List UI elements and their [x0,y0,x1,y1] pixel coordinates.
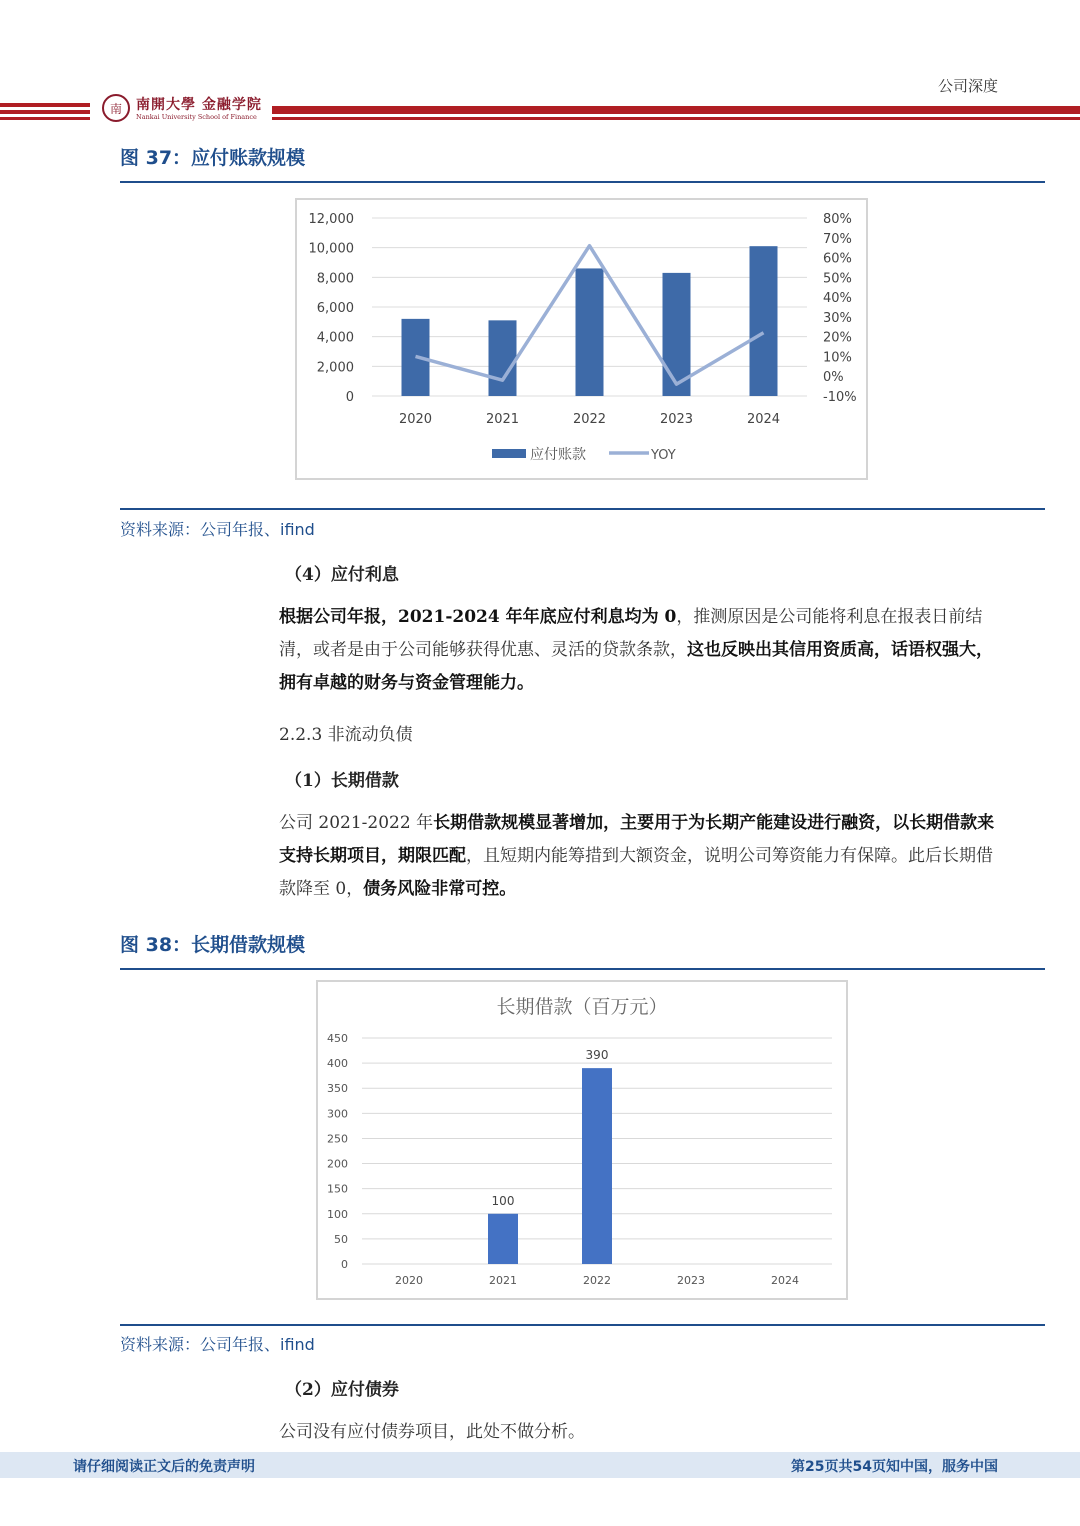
y2-tick-label: 80% [823,212,852,227]
page-footer [0,1452,1080,1478]
y-tick-label: 200 [327,1157,348,1171]
section-interest-paragraph [279,601,999,700]
legend-label-accounts-payable: 应付账款 [530,447,586,463]
x-tick-label: 2024 [746,412,781,427]
figure-38-title: 图 38：长期借款规模 [120,934,306,956]
x-tick-label: 2021 [485,412,520,427]
bar-long-term-loan [582,1068,612,1264]
section-interest-heading: （4）应付利息 [285,565,399,585]
section-noncurrent-heading: 2.2.3 非流动负债 [279,725,413,745]
x-tick-label: 2022 [583,1274,611,1287]
x-tick-label: 2021 [489,1274,517,1287]
y-tick-label: 0 [341,1258,348,1271]
x-tick-label: 2020 [395,1274,423,1287]
y-tick-label: 6,000 [316,301,354,316]
y2-tick-label: 10% [823,350,852,366]
chart-accounts-payable-svg [297,200,866,478]
paragraph-run: ，推测原因是公司能将利息在报表日前结清，或者是由于公司能够获得优惠、灵活的贷款条款， [279,607,983,660]
bar-accounts-payable [576,268,604,396]
footer-page-info: 第25页共54页知中国，服务中国 [791,1459,998,1475]
y2-tick-label: 70% [823,231,852,247]
figure-38-bottom-rule [120,1324,1045,1326]
x-tick-label: 2024 [771,1274,799,1287]
legend-label-yoy: YOY [651,448,676,463]
x-tick-label: 2023 [677,1274,705,1287]
paragraph-run: 公司 2021-2022 年 [279,813,434,833]
x-tick-label: 2023 [659,412,694,427]
chart-long-term-loans [316,980,848,1300]
figure-38-source: 资料来源：公司年报、ifind [120,1335,315,1354]
document-type: 公司深度 [937,77,998,95]
y-tick-label: 8,000 [316,271,354,287]
paragraph-run: 这也反映出其信用资质高，话语权强大，拥有卓越的财务与资金管理能力。 [279,640,993,693]
y-tick-label: 100 [327,1207,348,1221]
paragraph-run: ，且短期内能筹措到大额资金，说明公司筹资能力有保障。此后长期借款降至 0， [279,846,993,899]
data-label: 100 [491,1193,515,1208]
figure-37-bottom-rule [120,508,1045,510]
figure-37-title: 图 37：应付账款规模 [120,147,306,169]
y2-tick-label: 30% [823,310,852,326]
figure-38-top-rule [120,968,1045,970]
y2-tick-label: 60% [823,251,852,267]
logo-name: 南開大學 金融学院 [136,97,262,113]
y-tick-label: 450 [327,1032,348,1045]
y-tick-label: 12,000 [308,212,354,227]
footer-disclaimer: 请仔细阅读正文后的免责声明 [73,1459,255,1475]
y-tick-label: 2,000 [316,360,354,376]
y-tick-label: 300 [327,1107,348,1121]
chart-title: 长期借款（百万元） [496,996,668,1018]
bar-accounts-payable [750,246,778,396]
y2-tick-label: 0% [823,370,844,386]
y-tick-label: 250 [327,1132,348,1146]
data-label: 390 [585,1048,609,1063]
figure-37-top-rule [120,181,1045,183]
legend-swatch-accounts-payable [492,449,526,458]
paragraph-run: 债务风险非常可控。 [363,879,517,899]
y2-tick-label: 40% [823,291,852,307]
section-longloan-heading: （1）长期借款 [285,771,399,791]
y2-tick-label: -10% [823,390,857,405]
school-seal-icon: 南 [102,94,130,122]
chart-long-term-loans-svg [318,982,846,1298]
y-tick-label: 4,000 [316,330,354,346]
paragraph-run: 长期借款规模显著增加，主要用于为长期产能建设进行融资，以长期借款来支持长期项目，期限匹配 [279,813,995,866]
section-longloan-paragraph [279,807,999,906]
bar-long-term-loan [488,1214,518,1264]
y-tick-label: 50 [334,1232,348,1246]
y-tick-label: 0 [345,390,354,405]
y-tick-label: 10,000 [308,241,354,257]
logo-subtitle: Nankai University School of Finance [136,113,257,121]
chart-accounts-payable [295,198,868,480]
x-tick-label: 2022 [572,412,607,427]
bar-accounts-payable [489,320,517,396]
nankai-logo [100,92,268,126]
x-tick-label: 2020 [398,412,433,427]
y-tick-label: 150 [327,1182,348,1196]
y2-tick-label: 20% [823,330,852,346]
section-bonds-paragraph: 公司没有应付债券项目，此处不做分析。 [279,1422,585,1442]
figure-37-source: 资料来源：公司年报、ifind [120,520,315,539]
section-bonds-heading: （2）应付债券 [285,1380,399,1400]
y-tick-label: 400 [327,1057,348,1071]
paragraph-run: 根据公司年报，2021-2024 年年底应付利息均为 0 [279,607,677,627]
y-tick-label: 350 [327,1082,348,1096]
y2-tick-label: 50% [823,271,852,287]
